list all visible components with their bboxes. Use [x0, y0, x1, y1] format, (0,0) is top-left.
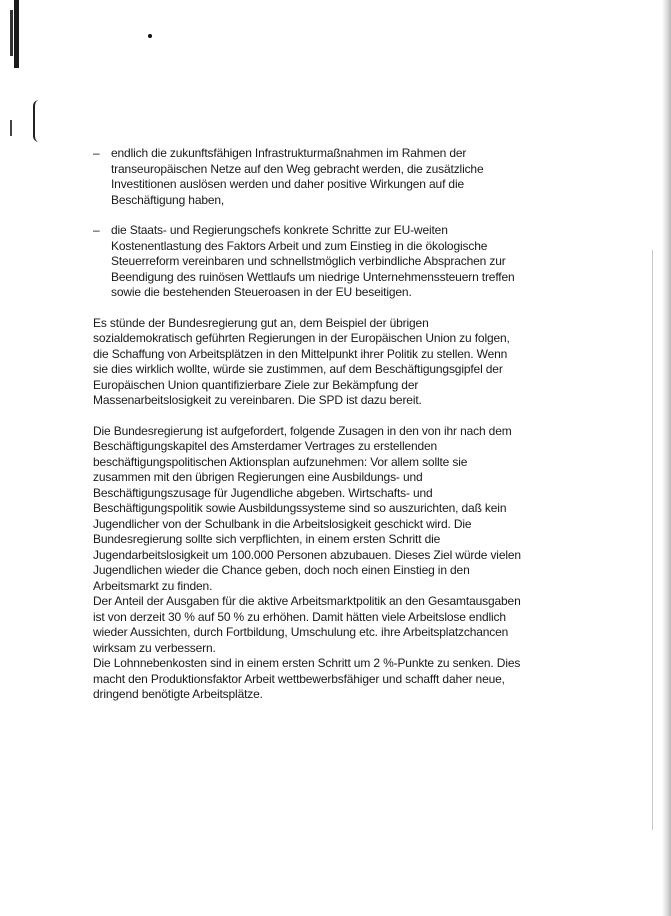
scan-edge-mark: [14, 0, 19, 68]
list-item: [93, 223, 525, 301]
scan-speck: [148, 34, 152, 38]
list-item: [93, 146, 525, 208]
paragraph: Es stünde der Bundesregierung gut an, dem Beispiel der übrigen sozialdemokratisch geführten Regierungen in der Europäischen Union zu folgen, die Schaffung von Arbeitsplätzen in den Mittelpunkt ihrer Politik zu stellen. Wenn sie dies wirklich wollte, würde sie zustimmen, auf dem Beschäftigungsgipfel der Europäischen Union quantifizierbare Ziele zur Bekämpfung der Massenarbeitslosigkeit zu vereinbaren. Die SPD ist dazu bereit.: [93, 315, 510, 407]
scan-page-edge: [662, 0, 671, 916]
paragraph: Die Bundesregierung ist aufgefordert, folgende Zusagen in den von ihr nach dem Beschäftigungskapitel des Amsterdamer Vertrages zu erstellenden beschäftigungspolitischen Aktionsplan aufzunehmen: Vor allem sollte sie zusammen mit den übrigen Regierungen eine Ausbildungs- und Beschäftigungszusage für Jugendliche abgeben. Wirtschafts- und Beschäftigungspolitik sowie Ausbildungssysteme sind so auszurichten, daß kein Jugendlicher von der Schulbank in die Arbeitslosigkeit geschickt wird. Die Bundesregierung sollte sich verpflichten, in einem ersten Schritt die Jugendarbeitslosigkeit um 100.000 Personen abzubauen. Dieses Ziel würde vielen Jugendlichen wieder die Chance geben, doch noch einen Einstieg in den Arbeitsmarkt zu finden.: [93, 423, 521, 593]
scan-punch-mark: [33, 100, 41, 142]
list-item-text: endlich die zukunftsfähigen Infrastrukturmaßnahmen im Rahmen der transeuropäischen Netze auf den Weg gebracht werden, die zusätzliche Investitionen auslösen werden und daher positive Wirkungen auf die Beschäftigung haben,: [111, 146, 484, 207]
dash-bullet: –: [93, 223, 100, 237]
dash-bullet: –: [93, 146, 100, 160]
scan-speck: [10, 120, 12, 136]
paragraph: Der Anteil der Ausgaben für die aktive Arbeitsmarktpolitik an den Gesamtausgaben ist von derzeit 30 % auf 50 % zu erhöhen. Damit hätten viele Arbeitslose endlich wieder Aussichten, durch Fortbildung, Umschulung etc. ihre Arbeitsplatzchancen wirksam zu verbessern.: [93, 594, 521, 655]
list-item-text: die Staats- und Regierungschefs konkrete Schritte zur EU-weiten Kostenentlastung des Faktors Arbeit und zum Einstieg in die ökologische Steuerreform vereinbaren und schnellstmöglich verbindliche Absprachen zur Beendigung des ruinösen Wettlaufs um niedrige Unternehmenssteuern treffen sowie die bestehenden Steueroasen in der EU beseitigen.: [111, 223, 515, 299]
scan-shadow-line: [652, 250, 653, 830]
paragraph: Die Lohnnebenkosten sind in einem ersten Schritt um 2 %-Punkte zu senken. Dies macht den Produktionsfaktor Arbeit wettbewerbsfähiger und schafft daher neue, dringend benötigte Arbeitsplätze.: [93, 656, 521, 701]
scan-edge-mark: [10, 10, 13, 56]
document-body: [93, 146, 525, 703]
